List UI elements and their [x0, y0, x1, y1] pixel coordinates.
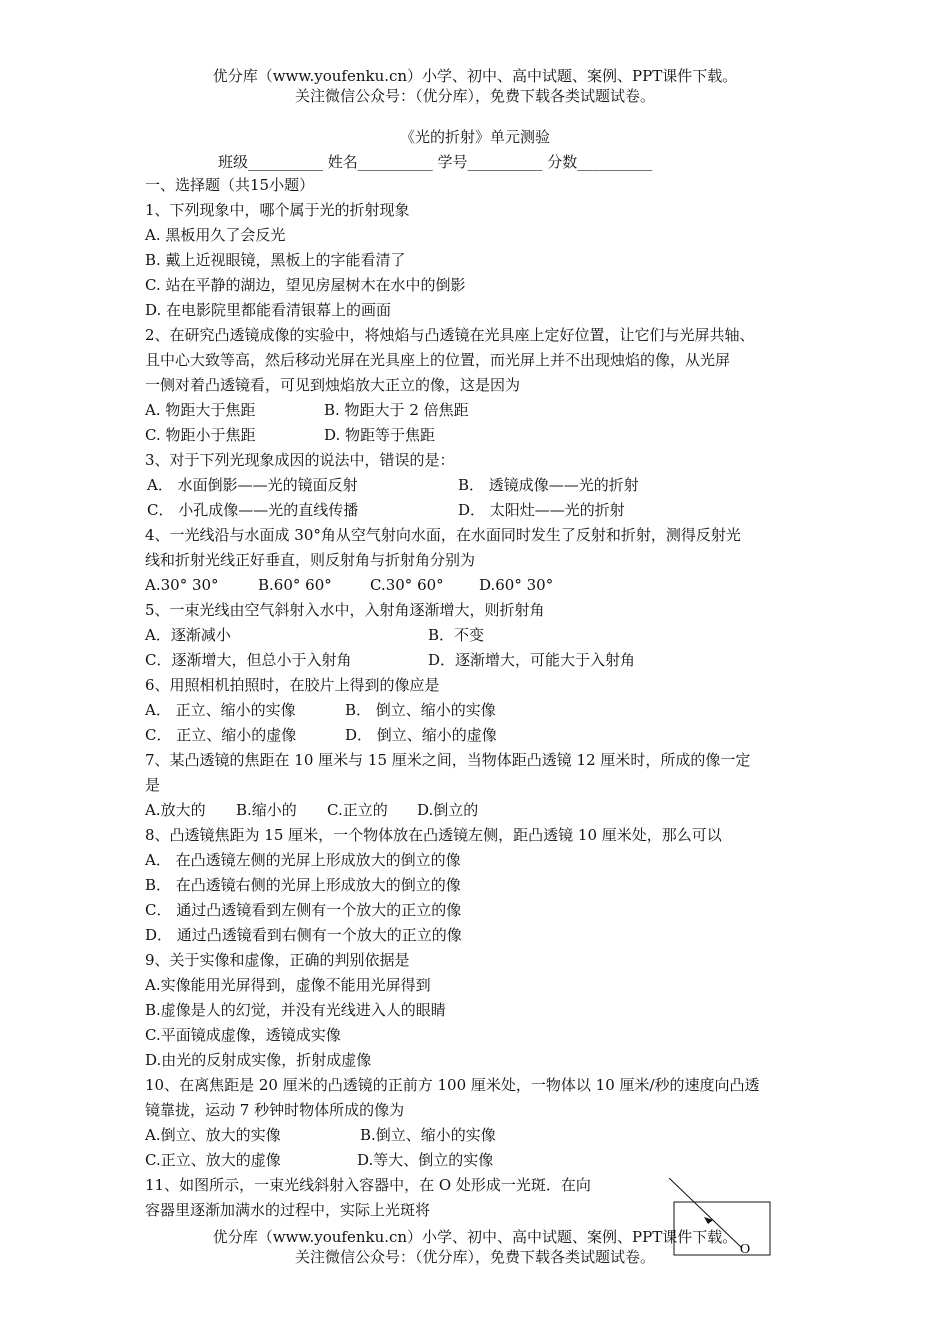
q1-option-d: D. 在电影院里都能看清银幕上的画面	[145, 301, 392, 319]
q3-option-b: B． 透镜成像——光的折射	[458, 476, 639, 494]
q5-option-b: B．不变	[428, 626, 485, 644]
q7-option-a: A.放大的	[145, 801, 206, 819]
q9-option-a: A.实像能用光屏得到，虚像不能用光屏得到	[145, 976, 431, 994]
page-title: 《光的折射》单元测验	[399, 128, 550, 146]
q5-stem: 5、一束光线由空气斜射入水中，入射角逐渐增大，则折射角	[145, 601, 545, 619]
spot-label-o: O	[740, 1242, 751, 1257]
q9-stem: 9、关于实像和虚像，正确的判别依据是	[145, 951, 410, 969]
q7-option-c: C.正立的	[327, 801, 388, 819]
q9-option-c: C.平面镜成虚像，透镜成实像	[145, 1026, 341, 1044]
q10-stem-line-1: 10、在离焦距是 20 厘米的凸透镜的正前方 100 厘米处，一物体以 10 厘米/秒的速度向凸透	[145, 1076, 760, 1094]
q11-stem-line-1: 11、如图所示，一束光线斜射入容器中，在 O 处形成一光斑．在向	[145, 1176, 591, 1194]
q9-option-d: D.由光的反射成实像，折射成虚像	[145, 1051, 372, 1069]
student-info-fields: 班级__________ 姓名__________ 学号__________ 分数__________	[218, 153, 653, 171]
q2-stem-line-2: 且中心大致等高，然后移动光屏在光具座上的位置，而光屏上并不出现烛焰的像，从光屏	[145, 351, 731, 369]
q4-stem-line-2: 线和折射光线正好垂直，则反射角与折射角分别为	[145, 551, 476, 569]
q7-option-d: D.倒立的	[417, 801, 479, 819]
q7-stem-line-1: 7、某凸透镜的焦距在 10 厘米与 15 厘米之间，当物体距凸透镜 12 厘米时，所成的像一定	[145, 751, 751, 769]
q2-option-d: D. 物距等于焦距	[324, 426, 436, 444]
q8-option-a: A． 在凸透镜左侧的光屏上形成放大的倒立的像	[145, 851, 461, 869]
q10-option-c: C.正立、放大的虚像	[145, 1151, 281, 1169]
footer-line-2: 关注微信公众号：（优分库），免费下载各类试题试卷。	[294, 1248, 655, 1266]
q3-stem: 3、对于下列光现象成因的说法中，错误的是：	[145, 451, 455, 469]
q1-option-c: C. 站在平静的湖边，望见房屋树木在水中的倒影	[145, 276, 466, 294]
q7-stem-line-2: 是	[145, 776, 161, 794]
q3-option-d: D． 太阳灶——光的折射	[458, 501, 625, 519]
q8-option-d: D． 通过凸透镜看到右侧有一个放大的正立的像	[145, 926, 462, 944]
q4-stem-line-1: 4、一光线沿与水面成 30°角从空气射向水面，在水面同时发生了反射和折射，测得反射光	[145, 526, 741, 544]
q2-option-a: A. 物距大于焦距	[145, 401, 256, 419]
q4-option-b: B.60° 60°	[258, 576, 332, 594]
q2-option-c: C. 物距小于焦距	[145, 426, 256, 444]
q2-option-b: B. 物距大于 2 倍焦距	[324, 401, 469, 419]
q11-stem-line-2: 容器里逐渐加满水的过程中，实际上光斑将	[145, 1201, 431, 1219]
q8-option-c: C． 通过凸透镜看到左侧有一个放大的正立的像	[145, 901, 462, 919]
q4-option-a: A.30° 30°	[145, 576, 219, 594]
q6-option-d: D． 倒立、缩小的虚像	[345, 726, 497, 744]
section-heading: 一、选择题（共15小题）	[145, 176, 315, 194]
q8-stem: 8、凸透镜焦距为 15 厘米，一个物体放在凸透镜左侧，距凸透镜 10 厘米处，那么可以	[145, 826, 722, 844]
ray-arrow-icon	[704, 1217, 713, 1224]
q8-option-b: B． 在凸透镜右侧的光屏上形成放大的倒立的像	[145, 876, 461, 894]
q7-option-b: B.缩小的	[236, 801, 297, 819]
header-line-1: 优分库（www.youfenku.cn）小学、初中、高中试题、案例、PPT课件下载。	[212, 67, 738, 85]
q10-stem-line-2: 镜靠拢，运动 7 秒钟时物体所成的像为	[145, 1101, 405, 1119]
q1-stem: 1、下列现象中，哪个属于光的折射现象	[145, 201, 410, 219]
q5-option-a: A．逐渐减小	[145, 626, 231, 644]
q1-option-a: A. 黑板用久了会反光	[145, 226, 286, 244]
q3-option-c: C． 小孔成像——光的直线传播	[147, 501, 359, 519]
q5-option-d: D．逐渐增大，可能大于入射角	[428, 651, 636, 669]
footer-line-1: 优分库（www.youfenku.cn）小学、初中、高中试题、案例、PPT课件下载。	[212, 1228, 738, 1246]
q6-stem: 6、用照相机拍照时，在胶片上得到的像应是	[145, 676, 440, 694]
q1-option-b: B. 戴上近视眼镜，黑板上的字能看清了	[145, 251, 406, 269]
q3-option-a: A． 水面倒影——光的镜面反射	[147, 476, 358, 494]
q4-option-d: D.60° 30°	[479, 576, 554, 594]
q10-option-b: B.倒立、缩小的实像	[360, 1126, 496, 1144]
q6-option-a: A． 正立、缩小的实像	[145, 701, 296, 719]
q4-option-c: C.30° 60°	[370, 576, 444, 594]
q10-option-a: A.倒立、放大的实像	[145, 1126, 281, 1144]
q2-stem-line-3: 一侧对着凸透镜看，可见到烛焰放大正立的像，这是因为	[145, 376, 521, 394]
q5-option-c: C．逐渐增大，但总小于入射角	[145, 651, 352, 669]
q2-stem-line-1: 2、在研究凸透镜成像的实验中，将烛焰与凸透镜在光具座上定好位置，让它们与光屏共轴、	[145, 326, 755, 344]
q9-option-b: B.虚像是人的幻觉，并没有光线进入人的眼睛	[145, 1001, 446, 1019]
q6-option-b: B． 倒立、缩小的实像	[345, 701, 496, 719]
header-line-2: 关注微信公众号：（优分库），免费下载各类试题试卷。	[294, 87, 655, 105]
q6-option-c: C． 正立、缩小的虚像	[145, 726, 297, 744]
q10-option-d: D.等大、倒立的实像	[357, 1151, 494, 1169]
